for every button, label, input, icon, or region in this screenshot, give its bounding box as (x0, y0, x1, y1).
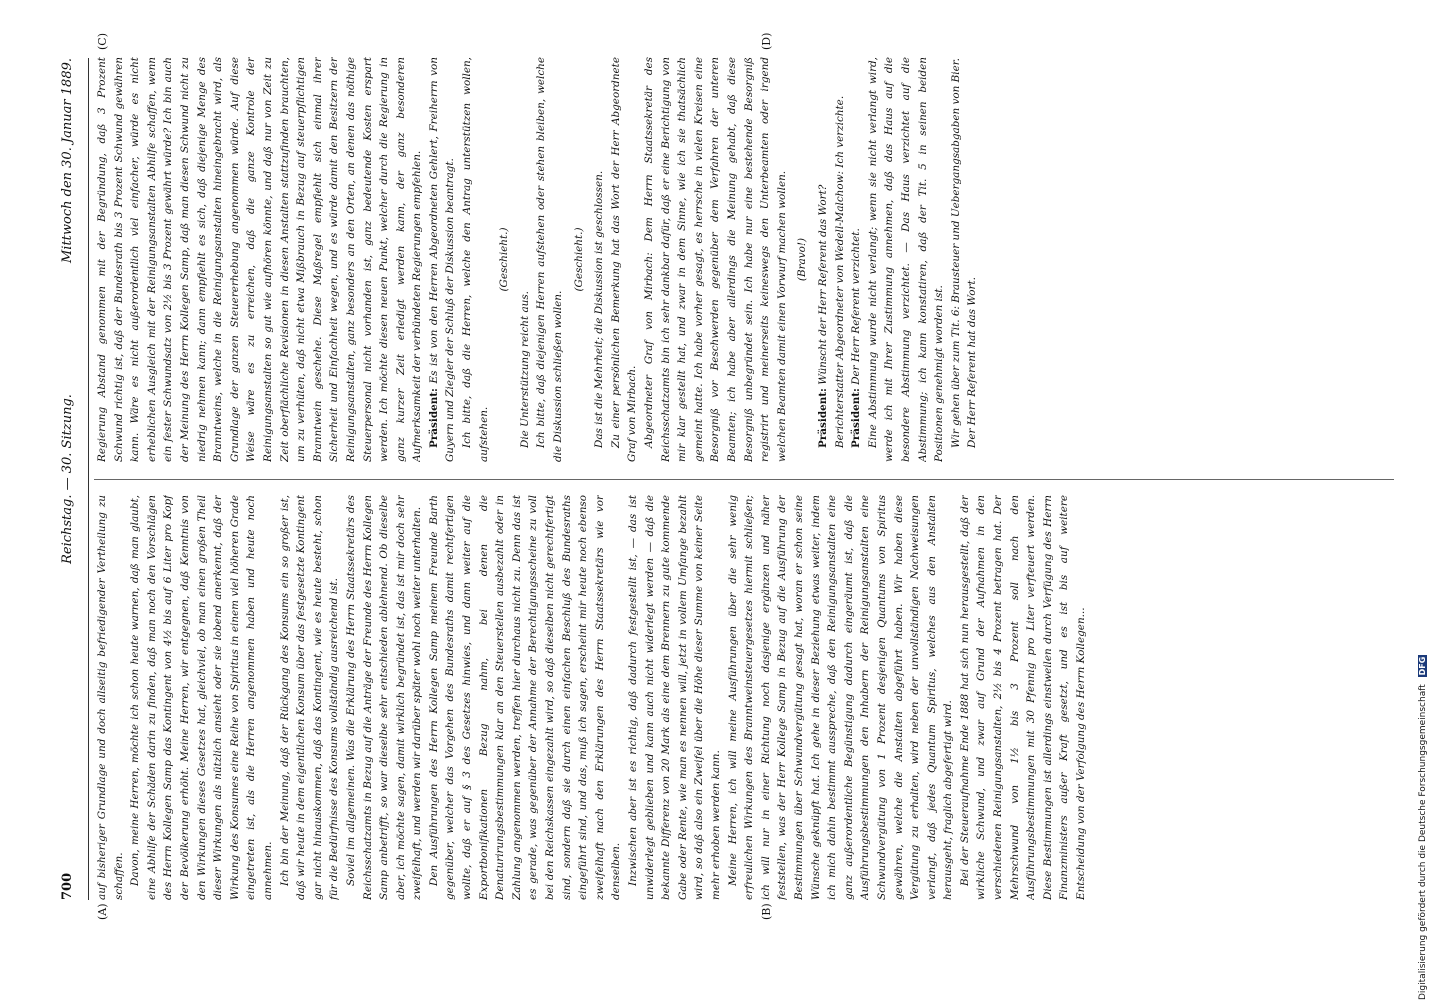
right-paragraph: Der Herr Referent hat das Wort. (966, 277, 979, 448)
header-rule (88, 58, 89, 900)
header-date: Mittwoch den 30. Januar 1889. (60, 58, 75, 264)
margin-letter-d: (D) (760, 32, 773, 50)
speech-text: Wünscht der Herr Referent das Wort? (816, 184, 829, 385)
dfg-logo: DFG (1418, 656, 1427, 676)
mirbach-speech: Abgeordneter Graf von Mirbach: Dem Herrn Staatssekretär des Reichsschatzamts bin ich sehr dankbar dafür, daß er eine Berichtigung von mir klar gestellt hat, und zwar in dem Sinne, wie ich sie thatsächlich gemeint hatte. Ich habe vorher gesagt, es herrsche in vielen Kreisen eine Besorgniß vor Beschwerden gegenüber dem Verfahren der unteren Beamten; ich habe aber allerdings die Meinung gehabt, daß diese Besorgniß unbegründet sein. Ich habe nur eine bestehende Besorgniß registrirt und meinerseits keineswegs den Unterbeamten oder irgend welchen Beamten damit einen Vorwurf machen wollen. (643, 57, 788, 462)
header-title: Reichstag. — 30. Sitzung. (60, 394, 75, 564)
left-paragraph: Bei der Steueraufnahme Ende 1888 hat sich nun herausgestellt, daß der wirkliche Schwund, und zwar auf Grund der Aufnahmen in den verschiedenen Reinigungsanstalten, 2½ bis 4 Prozent betragen hat. Der Mehrschwund von 1½ bis 3 Prozent soll nach den Ausführungsbestimmungen mit 30 Pfennig pro Liter verfteuert werden. Diese Bestimmungen ist allerdings einstweilen durch Verfügung des Herrn Finanzministers außer Kraft gesetzt, und es ist bis auf weitere Entscheidung von der Verfolgung des Herrn Kollegen... (958, 495, 1088, 900)
right-column (94, 57, 1394, 462)
right-paragraph: Die Unterstützung reicht aus. (518, 291, 531, 448)
right-paragraph: Ich bitte, daß diejenigen Herren aufstehen oder stehen bleiben, welche die Diskussion schließen wollen. (535, 57, 565, 462)
speech-text: Der Herr Referent verzichtet. (850, 228, 863, 385)
left-column (94, 495, 1394, 900)
page-number: 700 (60, 872, 75, 900)
right-paragraph: Wir gehen über zum Tit. 6: Brausteuer und Uebergangsabgaben von Bier. (949, 58, 962, 448)
left-paragraph: Soviel im allgemeinen. Was die Erklärung des Herrn Staatssekretärs des Reichsschatzamts in Bezug auf die Anträge der Freunde des Herrn Kollegen Samp anbetrifft, so war dieselbe sehr entschieden ablehnend. Ob dieselbe aber, ich möchte sagen, damit wirklich begründet ist, das ist mir doch sehr zweifelhaft, und werden wir darüber später wohl noch weiter unterhalten. (344, 495, 424, 900)
left-paragraph: Den Ausführungen des Herrn Kollegen Samp meinem Freunde Barth gegenüber, welcher das Vorgehen des Bundesraths damit rechtfertigen wollte, daß er auf § 3 des Gesetzes hinwies, und dann weiter auf die Exportbonifikationen Bezug nahm, bei denen die Denaturirungsbestimmungen klar an den Steuerstellen ausbezahlt oder in Zahlung angenommen werden, treffen hier durchaus nicht zu. Denn das ist es gerade, was gegenüber der Annahme der Berechtigungsscheine zu voll bei den Reichskassen eingezahlt wird, so daß dieselben nicht gerechtfertigt sind, sondern daß sie durch einen einfachen Beschluß des Bundesraths eingeführt sind, und das, muß ich sagen, erscheint mir heute noch ebenso zweifelhaft nach den Erklärungen des Herrn Staatssekretärs wie vor denselben. (427, 495, 623, 900)
right-paragraph: Zu einer persönlichen Bemerkung hat das Wort der Herr Abgeordnete Graf von Mirbach. (609, 57, 639, 462)
president-speech (426, 57, 459, 462)
left-paragraph: Ich bin der Meinung, daß der Rückgang des Konsums ein so großer ist, daß wir heute in dem eigentlichen Konsum über das festgesetzte Kontingent gar nicht hinauskommen, daß das Kontingent, wie es heute besteht, schon für die Bedürfnisse des Konsums vollständig ausreichend ist. (278, 495, 341, 900)
referent-speech: Berichterstatter Abgeordneter von Wedell-Malchow: Ich verzichte. (833, 95, 846, 448)
left-paragraph: Davon, meine Herren, möchte ich schon heute warnen, daß man glaubt, eine Abhilfe der Schäden darin zu finden, daß man noch den Vorschlägen des Herrn Kollegen Samp das Kontingent von 4½ bis auf 6 Liter pro Kopf der Bevölkerung erhöht. Meine Herren, wir entgegnen, daß Kenntnis von den Wirkungen dieses Gesetzes hat, gleichviel, ob man einen großen Theil dieser Wirkungen als nützlich ansieht oder sie lobend anerkennt, daß der Wirkung des Konsumes eine Reihe von Spiritus in einem viel höheren Grade eingetreten ist, als die Herren angenommen haben und heute noch annehmen. (129, 495, 274, 900)
speaker-label: Präsident: (816, 388, 829, 448)
right-paragraph: Regierung Abstand genommen mit der Begründung, daß 3 Prozent Schwund richtig ist, daß der Bundesrath bis 3 Prozent Schwund gewähren kann. Wäre es nicht außerordentlich viel einfacher, würde es nicht erheblichen Ausgleich mit der Reinigungsanstalten Abhilfe schaffen, wenn ein fester Schwundsatz von 2½ bis 3 Prozent gewährt würde? Ich bin auch der Meinung des Herrn Kollegen Samp, daß man diesen Schwund nicht zu niedrig nehmen kann; dann empfiehlt es sich, daß diejenige Menge des Branntweins, welche in die Reinigungsanstalten hineingebracht wird, als Grundlage der ganzen Steuererhebung angenommen würde. Auf diese Weise wäre es zu erreichen, daß die ganze Kontrole der Reinigungsanstalten so gut wie aufhören könnte, und daß nur von Zeit zu Zeit oberflächliche Revisionen in diesen Anstalten stattzufinden brauchten, um zu verhüten, daß nicht etwa Mißbrauch in Bezug auf steuerpflichtigen Branntwein geschehe. Diese Maßregel empfiehlt sich einmal ihrer Sicherheit und Einfachheit wegen, und es würde damit den Besitzern der Reinigungsanstalten, ganz besonders an den Orten, an denen das nöthige Steuerpersonal nicht vorhanden ist, ganz bedeutende Kosten erspart werden. Ich möchte diesen neuen Punkt, welcher durch die Regierung in ganz kurzer Zeit erledigt werden kann, der ganz besonderen Aufmerksamkeit der verbündeten Regierungen empfehlen. (96, 57, 424, 462)
footer-text: Digitalisierung gefördert durch die Deutsche Forschungsgemeinschaft (1418, 684, 1428, 1000)
speech-text: Es ist von den Herren Abgeordneten Gehlert, Freiherrn von Guyern und Ziegler der Schluß der Diskussion beantragt. (427, 57, 457, 462)
left-paragraph: auf bisheriger Grundlage und doch allseitig befriedigender Vertheilung zu schaffen. (96, 495, 125, 900)
digitization-footer (1418, 0, 1428, 1000)
page-header (60, 58, 86, 900)
president-speech (848, 57, 865, 462)
stage-direction: (Geschieht.) (572, 227, 585, 292)
margin-letter-b: (B) (760, 903, 773, 920)
president-speech (815, 57, 832, 462)
speaker-label: Präsident: (427, 388, 440, 448)
right-paragraph: Eine Abstimmung wurde nicht verlangt; wenn sie nicht verlangt wird, werde ich mit Ihrer Zustimmung annehmen, daß das Haus auf die besondere Abstimmung verzichtet. — Das Haus verzichtet auf die Abstimmung; ich kann konstatiren, daß der Tit. 5 in seinen beiden Positionen genehmigt worden ist. (866, 57, 946, 462)
left-paragraph: Inzwischen aber ist es richtig, daß dadurch festgestellt ist, — das ist unwiderlegt geblieben und kann auch nicht widerlegt werden — daß die bekannte Differenz von 20 Mark als eine dem Brennern zu gute kommende Gabe oder Rente, wie man es nennen will, jetzt in vollem Umfange bezahlt wird, so daß also ein Zweifel über die Höhe dieser Summe von keiner Seite mehr erhoben werden kann. (627, 495, 722, 900)
stage-direction: (Geschieht.) (498, 227, 511, 292)
column-separator (94, 479, 1394, 480)
margin-letter-c: (C) (96, 33, 109, 50)
speaker-label: Präsident: (850, 388, 863, 448)
right-paragraph: Ich bitte, daß die Herren, welche den Antrag unterstützen wollen, aufstehen. (461, 57, 490, 462)
margin-letter-a: (A) (96, 903, 109, 920)
right-paragraph: Das ist die Mehrheit; die Diskussion ist geschlossen. (593, 170, 606, 448)
left-paragraph: Meine Herren, ich will meine Ausführungen über die sehr wenig erfreulichen Wirkungen des Branntweinsteuergesetzes hiermit schließen; ich will nur in einer Richtung noch dasjenige ergänzen und näher feststellen, was der Herr Kollege Samp in Bezug auf die Ausführung der Bestimmungen über Schwundvergütung gesagt hat, woran er schon seine Wünsche geknüpft hat. Ich gehe in dieser Beziehung etwas weiter, indem ich mich dahin bestimmt ausspreche, daß den Reinigungsanstalten eine ganz außerordentliche Begünstigung dadurch eingeräumt ist, daß die Ausführungsbestimmungen den Inhabern der Reinigungsanstalten eine Schwundvergütung von 1 Prozent desjenigen Quantums von Spiritus gewähren, welche die Anstalten abgeführt haben. Wir haben diese Vergütung zu erhalten, wird neben der unvollständigen Nachweisungen verlangt, daß jedes Quantum Spiritus, welches aus den Anstalten herausgeht, fraglich abgefertigt wird. (726, 495, 955, 900)
stage-direction: (Bravo!) (796, 237, 809, 282)
